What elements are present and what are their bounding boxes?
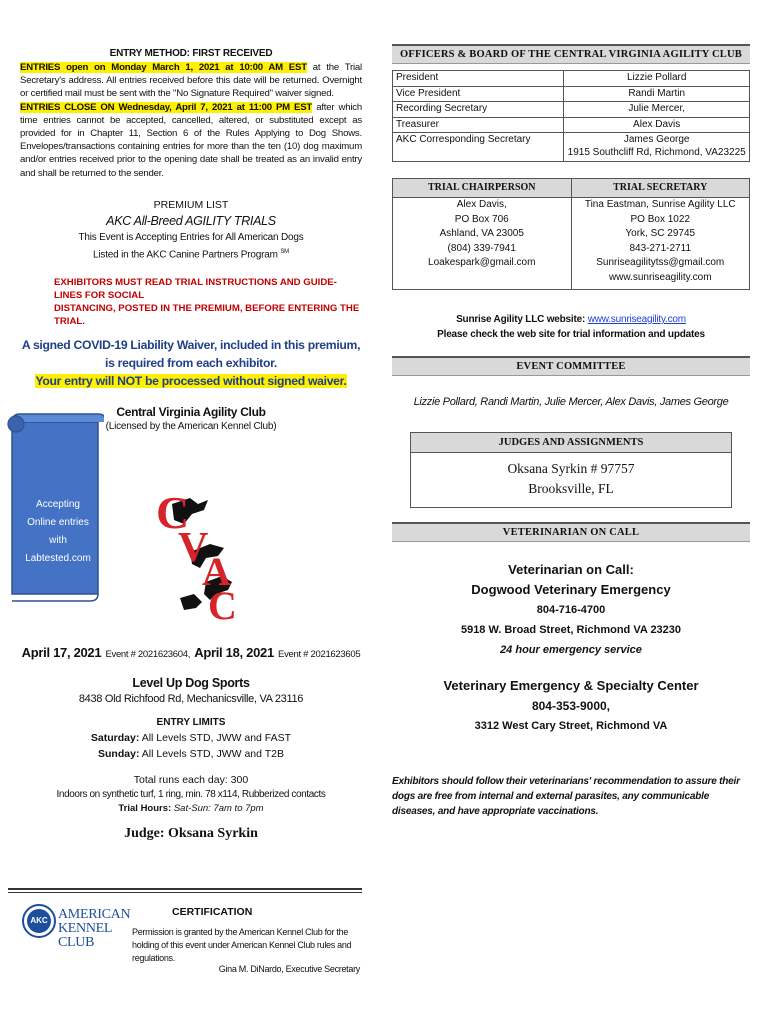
officer-name-text: Lizzie Pollard [626,72,687,83]
trial-name: AKC All-Breed AGILITY TRIALS [106,213,276,228]
entries-open-paragraph [20,61,362,101]
event-dates [20,644,362,662]
entries-close-paragraph [20,101,362,180]
trial-hours-label: Trial Hours: [118,803,172,814]
certification-text: Permission is granted by the American Kennel Club for the holding of this event under American Kennel Club rules and regulations. [132,927,352,963]
covid-line-1: A signed COVID-19 Liability Waiver, included in this premium, [21,338,361,353]
secretary-email: Sunriseagilitytss@gmail.com [596,257,725,269]
officer-row [393,86,750,102]
secretary-line: Tina Eastman, Sunrise Agility LLC [584,199,736,211]
accepting-line-1: This Event is Accepting Entries for All American Dogs [78,231,304,243]
trial-hours [20,803,362,814]
banner-line-4: Labtested.com [25,553,91,564]
entries-close-text: after which time entries cannot be accepted, cancelled, altered, or substituted except as provided for in Chapter 11, Section 6 of the Rules Applying to Dog Shows. Envelopes/transactions containing entries for more than the ten (10) dog maximum and/or entries received prior to the opening date shall be treated as an invalid entry and shall be returned to the sender. [20,101,363,179]
cvac-logo [150,482,260,632]
event-number-1: Event # 2021623604, [105,649,191,660]
sunday-limits [20,746,362,762]
secretary-line: PO Box 1022 [630,213,690,225]
officers-table-body [393,71,750,162]
premium-list-heading: PREMIUM LIST [153,198,229,211]
chair-line: Ashland, VA 23005 [439,228,524,240]
akc-seal [22,904,56,938]
entry-method-title: ENTRY METHOD: FIRST RECEIVED [109,48,273,59]
banner-line-3: with [49,535,67,546]
accepting-line-2-text: Listed in the AKC Canine Partners Program [93,249,278,261]
right-column [392,44,750,819]
vet1-hours: 24 hour emergency service [500,644,642,657]
vet2-phone: 804-353-9000, [531,699,611,714]
trial-chair-cell [393,198,572,290]
covid-notice [20,336,362,390]
website-note: Please check the web site for trial information and updates [437,329,705,341]
officer-role: President [393,71,564,87]
sunday-text: All Levels STD, JWW and T2B [139,748,284,760]
judges-box [410,432,732,508]
trial-contacts-table [392,178,750,291]
club-licensed: (Licensed by the American Kennel Club) [105,421,277,433]
logo-letter-c1: C [156,487,190,538]
website-block [392,312,750,342]
officer-name-text: Randi Martin [628,87,686,99]
entries-open-text: at the Trial Secretary's address. All entries received before this date will be returned. Overnight or certified mail must be sent with the "No Signature Required" waiver signed. [20,62,362,100]
red-notice-line-1: EXHIBITORS MUST READ TRIAL INSTRUCTIONS AND GUIDE-LINES FOR SOCIAL [54,277,337,302]
trial-secretary-cell [571,198,750,290]
covid-line-2: is required from each exhibitor. [105,356,277,371]
judges-title: JUDGES AND ASSIGNMENTS [411,433,731,453]
officer-name [564,102,750,118]
trial-contacts-row [393,198,750,290]
officers-title: OFFICERS & BOARD OF THE CENTRAL VIRGINIA AGILITY CLUB [392,44,750,64]
officers-table [392,70,750,162]
akc-wordmark [58,908,130,950]
secretary-line: 843-271-2711 [629,242,692,254]
website-label: Sunrise Agility LLC website: [456,314,588,326]
date-1: April 17, 2021 [21,645,102,660]
secretary-website: www.sunriseagility.com [608,271,712,283]
venue-name: Level Up Dog Sports [132,676,250,690]
vet-info [392,560,750,736]
officer-name [564,86,750,102]
covid-line-3: Your entry will NOT be processed without signed waiver. [35,374,347,389]
event-committee-title: EVENT COMMITTEE [392,356,750,376]
saturday-limits [20,730,362,746]
trial-contacts-header [393,178,750,198]
entries-open-highlight: ENTRIES open on Monday March 1, 2021 at 10:00 AM EST [20,62,307,73]
chair-line: Alex Davis, [456,199,507,211]
officer-role: Vice President [393,86,564,102]
vet2-name: Veterinary Emergency & Specialty Center [443,678,699,694]
logo-letter-a: A [202,549,231,594]
banner-text [16,496,100,568]
judge-city: Brooksville, FL [528,481,614,497]
indoors-info: Indoors on synthetic turf, 1 ring, min. 78 x114, Rubberized contacts [56,789,326,800]
vet1-heading: Veterinarian on Call: [508,562,634,578]
red-notice-line-2: DISTANCING, POSTED IN THE PREMIUM, BEFORE ENTERING THE TRIAL. [54,303,360,328]
trial-hours-text: Sat-Sun: 7am to 7pm [171,803,264,814]
online-entries-banner [6,412,104,602]
service-mark: SM [280,248,289,255]
certification-divider-2 [8,892,362,893]
vet-note: Exhibitors should follow their veterinarians' recommendation to assure their dogs are free from internal and external parasites, any communicable diseases, and have appropriate vaccinations. [392,776,740,818]
sunday-label: Sunday: [98,748,140,760]
left-column [20,44,362,434]
akc-wordmark-line-2: KENNEL CLUB [58,921,112,950]
certification-heading: CERTIFICATION [172,906,253,918]
certification-divider [8,888,362,890]
officer-name [564,117,750,133]
officer-name [564,71,750,87]
officer-row [393,117,750,133]
officer-name [564,133,750,161]
chair-line: (804) 339-7941 [447,242,516,254]
officer-name-text: Alex Davis [633,118,681,130]
officer-role: Recording Secretary [393,102,564,118]
total-runs: Total runs each day: 300 [133,774,249,786]
saturday-label: Saturday: [90,732,140,744]
club-name: Central Virginia Agility Club [116,405,266,420]
officer-name-text: James George [623,134,690,146]
accepting-line-2 [20,245,362,262]
event-block [20,644,362,842]
event-committee-names: Lizzie Pollard, Randi Martin, Julie Mercer, Alex Davis, James George [413,396,729,409]
red-notice [54,276,362,328]
entry-limits-heading: ENTRY LIMITS [156,717,226,728]
trial-chair-title: TRIAL CHAIRPERSON [393,178,572,198]
entries-close-highlight: ENTRIES CLOSE ON Wednesday, April 7, 2021 at 11:00 PM EST [20,101,313,113]
officer-row [393,102,750,118]
website-link[interactable]: www.sunriseagility.com [587,314,686,326]
officer-name-text: Julie Mercer, [628,103,686,115]
logo-letter-v: V [178,525,209,571]
officer-row [393,71,750,87]
chair-email: Loakespark@gmail.com [428,257,536,269]
judge-line: Judge: Oksana Syrkin [124,826,258,841]
premium-block [20,198,362,262]
judge-name: Oksana Syrkin # 97757 [507,461,635,477]
secretary-line: York, SC 29745 [625,228,696,240]
website-line [392,312,750,327]
banner-line-2: Online entries [27,517,89,528]
vet2-address: 3312 West Cary Street, Richmond VA [474,720,668,733]
banner-line-1: Accepting [36,499,80,510]
akc-logo [22,904,130,964]
vet1-phone: 804-716-4700 [536,604,606,617]
officer-address: 1915 Southcliff Rd, Richmond, VA23225 [567,146,746,158]
judges-body [411,453,731,507]
covid-line-3-wrap [20,372,362,390]
trial-secretary-title: TRIAL SECRETARY [571,178,750,198]
akc-wordmark-line-1: AMERICAN [58,907,131,922]
officer-row [393,133,750,161]
certification-signature: Gina M. DiNardo, Executive Secretary [218,964,360,974]
chair-line: PO Box 706 [454,213,509,225]
vet-on-call-title: VETERINARIAN ON CALL [392,522,750,542]
event-number-2: Event # 2021623605 [278,649,361,660]
akc-seal-inner: AKC [27,909,51,933]
vet1-name: Dogwood Veterinary Emergency [471,582,671,598]
vet1-address: 5918 W. Broad Street, Richmond VA 23230 [460,624,682,637]
date-2: April 18, 2021 [194,645,274,660]
officer-role: Treasurer [393,117,564,133]
logo-letter-c2: C [208,583,237,628]
saturday-text: All Levels STD, JWW and FAST [139,732,292,744]
officer-role: AKC Corresponding Secretary [393,133,564,161]
venue-address: 8438 Old Richfood Rd, Mechanicsville, VA 23116 [78,693,304,705]
